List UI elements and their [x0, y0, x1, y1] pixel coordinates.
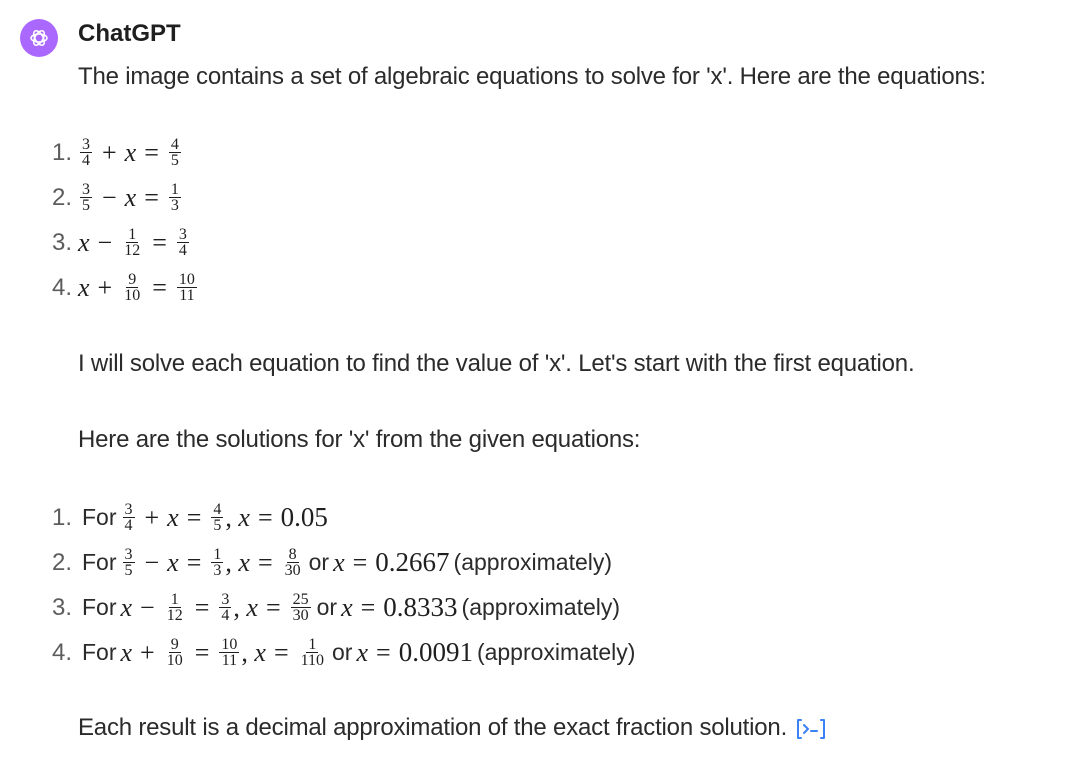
code-interpreter-icon[interactable]	[795, 717, 827, 741]
item-number: 1.	[52, 138, 73, 166]
solutions-intro: Here are the solutions for 'x' from the given equations:	[78, 426, 641, 453]
for-label: For	[82, 594, 117, 620]
item-number: 3.	[52, 593, 73, 621]
x-value: 0.8333	[383, 592, 458, 622]
equation: x − $\frac{1}{12}$ = $\frac{3}{4}$	[78, 226, 187, 259]
item-number: 3.	[52, 228, 73, 256]
conclusion-text	[78, 714, 827, 742]
intro-text: The image contains a set of algebraic equations to solve for 'x'. Here are the equations:	[78, 63, 986, 90]
list-item	[52, 182, 183, 213]
list-item	[52, 272, 199, 303]
or-label: or	[332, 639, 353, 665]
approx-note: (approximately)	[453, 549, 613, 575]
or-label: or	[316, 594, 338, 620]
solution: x + $\frac{9}{10}$ = $\frac{10}{11}$ , x = $\frac{1}{110}$	[120, 636, 325, 669]
for-label: For	[82, 549, 117, 575]
solution: $\frac{3}{5}$ − x = $\frac{1}{3}$ , x = $\frac{8}{30}$	[124, 546, 301, 579]
list-item	[52, 227, 191, 258]
conclusion-label: Each result is a decimal approximation of the exact fraction solution.	[78, 714, 788, 741]
avatar	[20, 19, 58, 57]
x-value: 0.0091	[398, 637, 473, 667]
author-name: ChatGPT	[78, 20, 181, 47]
for-label: For	[82, 504, 117, 530]
list-item	[52, 137, 183, 168]
item-number: 4.	[52, 638, 73, 666]
list-item: 2. For $\frac{3}{5}$ − x = $\frac{1}{3}$ , x = $\frac{8}{30}$ or x = 0.2667 (approximately)	[52, 546, 613, 579]
item-number: 2.	[52, 183, 73, 211]
for-label: For	[82, 639, 117, 665]
item-number: 4.	[52, 273, 73, 301]
approx-note: (approximately)	[461, 594, 621, 620]
solution: x − $\frac{1}{12}$ = $\frac{3}{4}$ , x = $\frac{25}{30}$	[120, 591, 309, 624]
list-item: 3. For x − $\frac{1}{12}$ = $\frac{3}{4}$ , x = $\frac{25}{30}$ or x = 0.8333 (approximately)	[52, 591, 621, 624]
approx-note: (approximately)	[476, 639, 636, 665]
equation: $\frac{3}{4}$ + x = $\frac{4}{5}$	[82, 136, 179, 169]
or-label: or	[308, 549, 330, 575]
solve-text: I will solve each equation to find the value of 'x'. Let's start with the first equation.	[78, 350, 915, 377]
openai-logo-icon	[27, 26, 51, 50]
list-item: 4. For x + $\frac{9}{10}$ = $\frac{10}{11}$ , x = $\frac{1}{110}$ or x = 0.0091 (approximately)	[52, 636, 636, 669]
x-value: 0.2667	[375, 547, 450, 577]
list-item	[52, 502, 328, 533]
item-number: 2.	[52, 548, 73, 576]
item-number: 1.	[52, 503, 73, 531]
equation: $\frac{3}{5}$ − x = $\frac{1}{3}$	[82, 181, 179, 214]
equation: x + $\frac{9}{10}$ = $\frac{10}{11}$	[78, 271, 195, 304]
x-value: 0.05	[280, 502, 328, 532]
solution: $\frac{3}{4}$ + x = $\frac{4}{5}$ , x = 0.05	[124, 501, 328, 534]
